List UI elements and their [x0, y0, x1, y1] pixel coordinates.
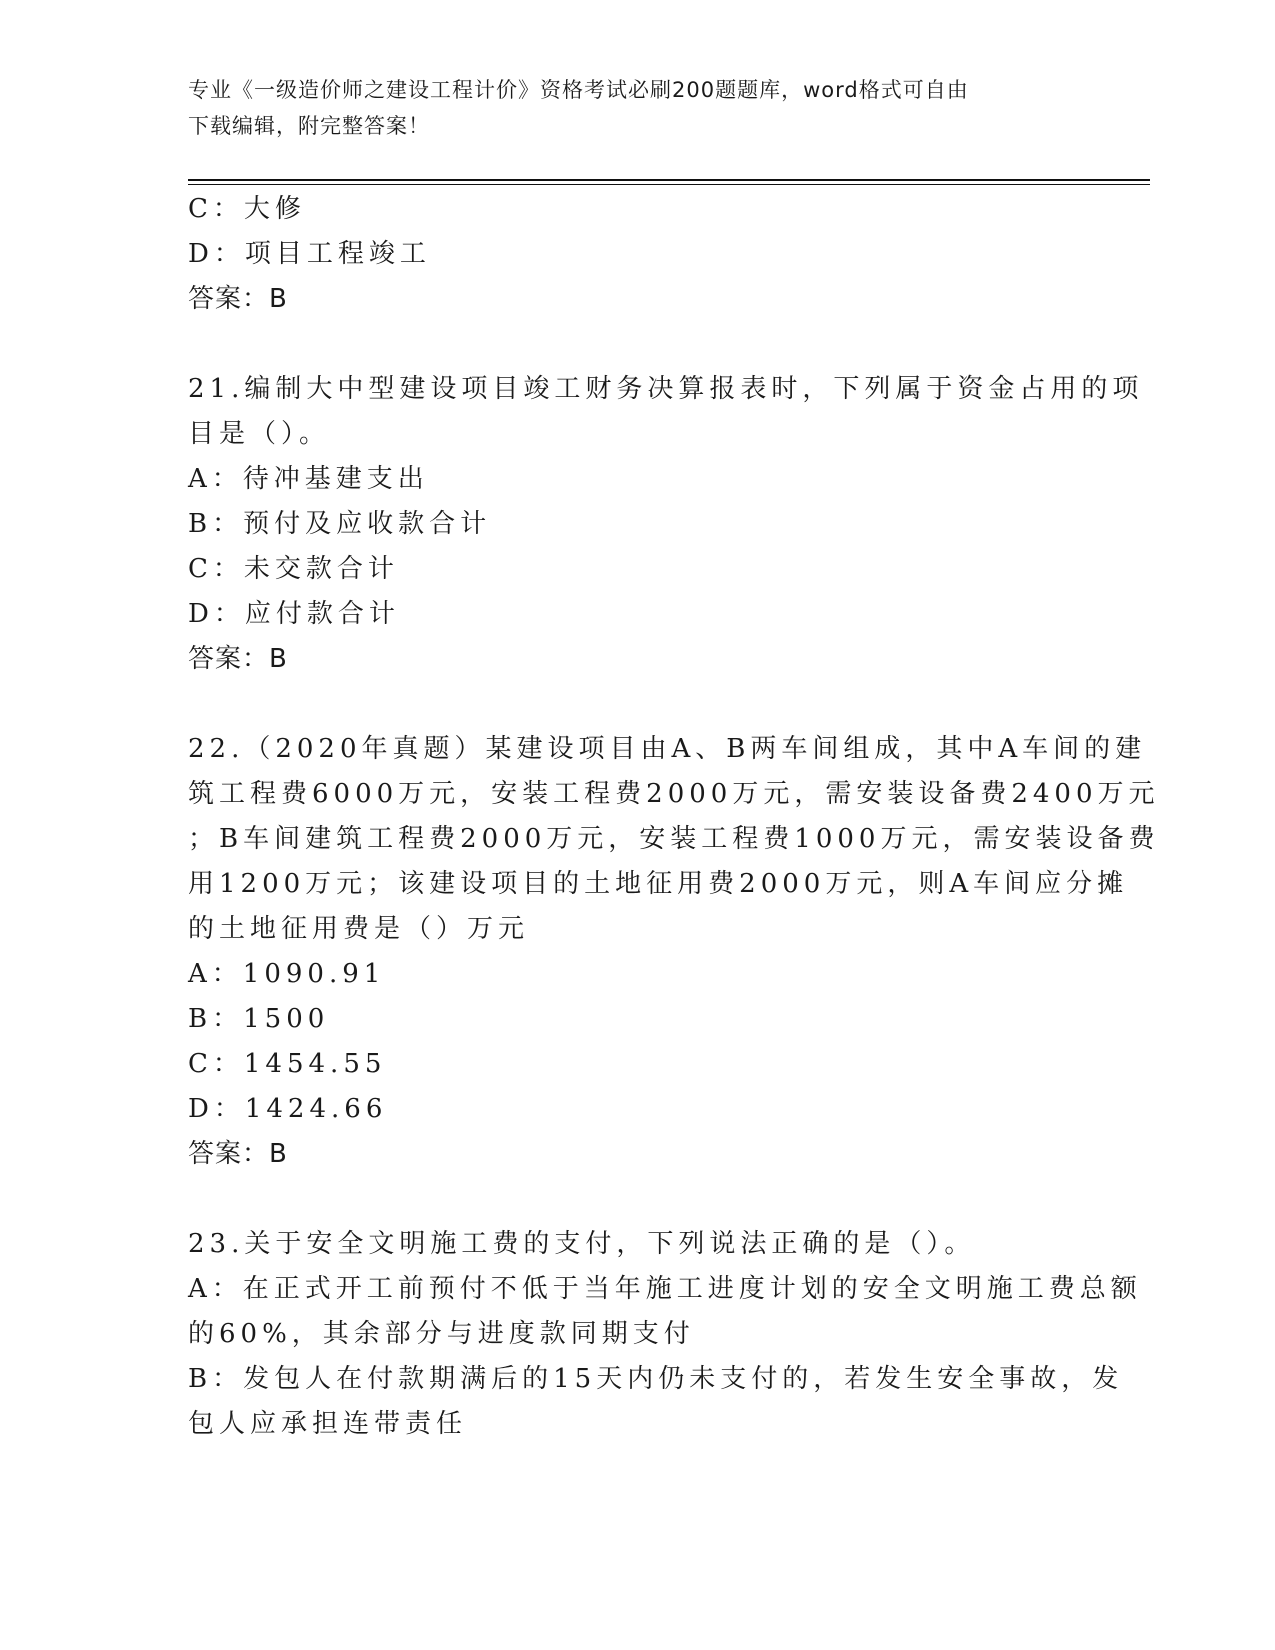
option-line: A：1090.91 — [188, 959, 386, 989]
question-line: 目是（）。 — [188, 419, 331, 449]
question-line: 23.关于安全文明施工费的支付，下列说法正确的是（）。 — [188, 1229, 976, 1259]
question-line: 22.（2020年真题）某建设项目由A、B两车间组成，其中A车间的建 — [188, 734, 1147, 764]
answer-line: 答案：B — [188, 644, 288, 674]
header-rule-thick — [188, 179, 1150, 181]
option-line: C：未交款合计 — [188, 554, 399, 584]
option-line: A：在正式开工前预付不低于当年施工进度计划的安全文明施工费总额 — [188, 1274, 1142, 1304]
question-line: 的土地征用费是（）万元 — [188, 914, 530, 944]
answer-line: 答案：B — [188, 1139, 288, 1169]
option-line: D：项目工程竣工 — [188, 239, 431, 269]
option-line: 包人应承担连带责任 — [188, 1409, 468, 1439]
option-line: D：应付款合计 — [188, 599, 400, 629]
option-line: C：大修 — [188, 194, 306, 224]
page-header — [188, 72, 1068, 144]
option-line: 的60%，其余部分与进度款同期支付 — [188, 1319, 695, 1349]
option-line: B：发包人在付款期满后的15天内仍未支付的，若发生安全事故，发 — [188, 1364, 1124, 1394]
header-line-1: 专业《一级造价师之建设工程计价》资格考试必刷200题题库，word格式可自由 — [188, 78, 969, 102]
option-line: B：1500 — [188, 1004, 330, 1034]
option-line: B：预付及应收款合计 — [188, 509, 492, 539]
header-rule-thin — [188, 184, 1150, 185]
question-line: 用1200万元；该建设项目的土地征用费2000万元，则A车间应分摊 — [188, 869, 1129, 899]
header-line-2: 下载编辑，附完整答案！ — [188, 114, 430, 138]
option-line: C：1454.55 — [188, 1049, 387, 1079]
option-line: A：待冲基建支出 — [188, 464, 429, 494]
question-line: ；B车间建筑工程费2000万元，安装工程费1000万元，需安装设备费 — [188, 824, 1160, 854]
answer-line: 答案：B — [188, 284, 288, 314]
question-line: 筑工程费6000万元，安装工程费2000万元，需安装设备费2400万元 — [188, 779, 1160, 809]
option-line: D：1424.66 — [188, 1094, 388, 1124]
question-line: 21.编制大中型建设项目竣工财务决算报表时，下列属于资金占用的项 — [188, 374, 1144, 404]
